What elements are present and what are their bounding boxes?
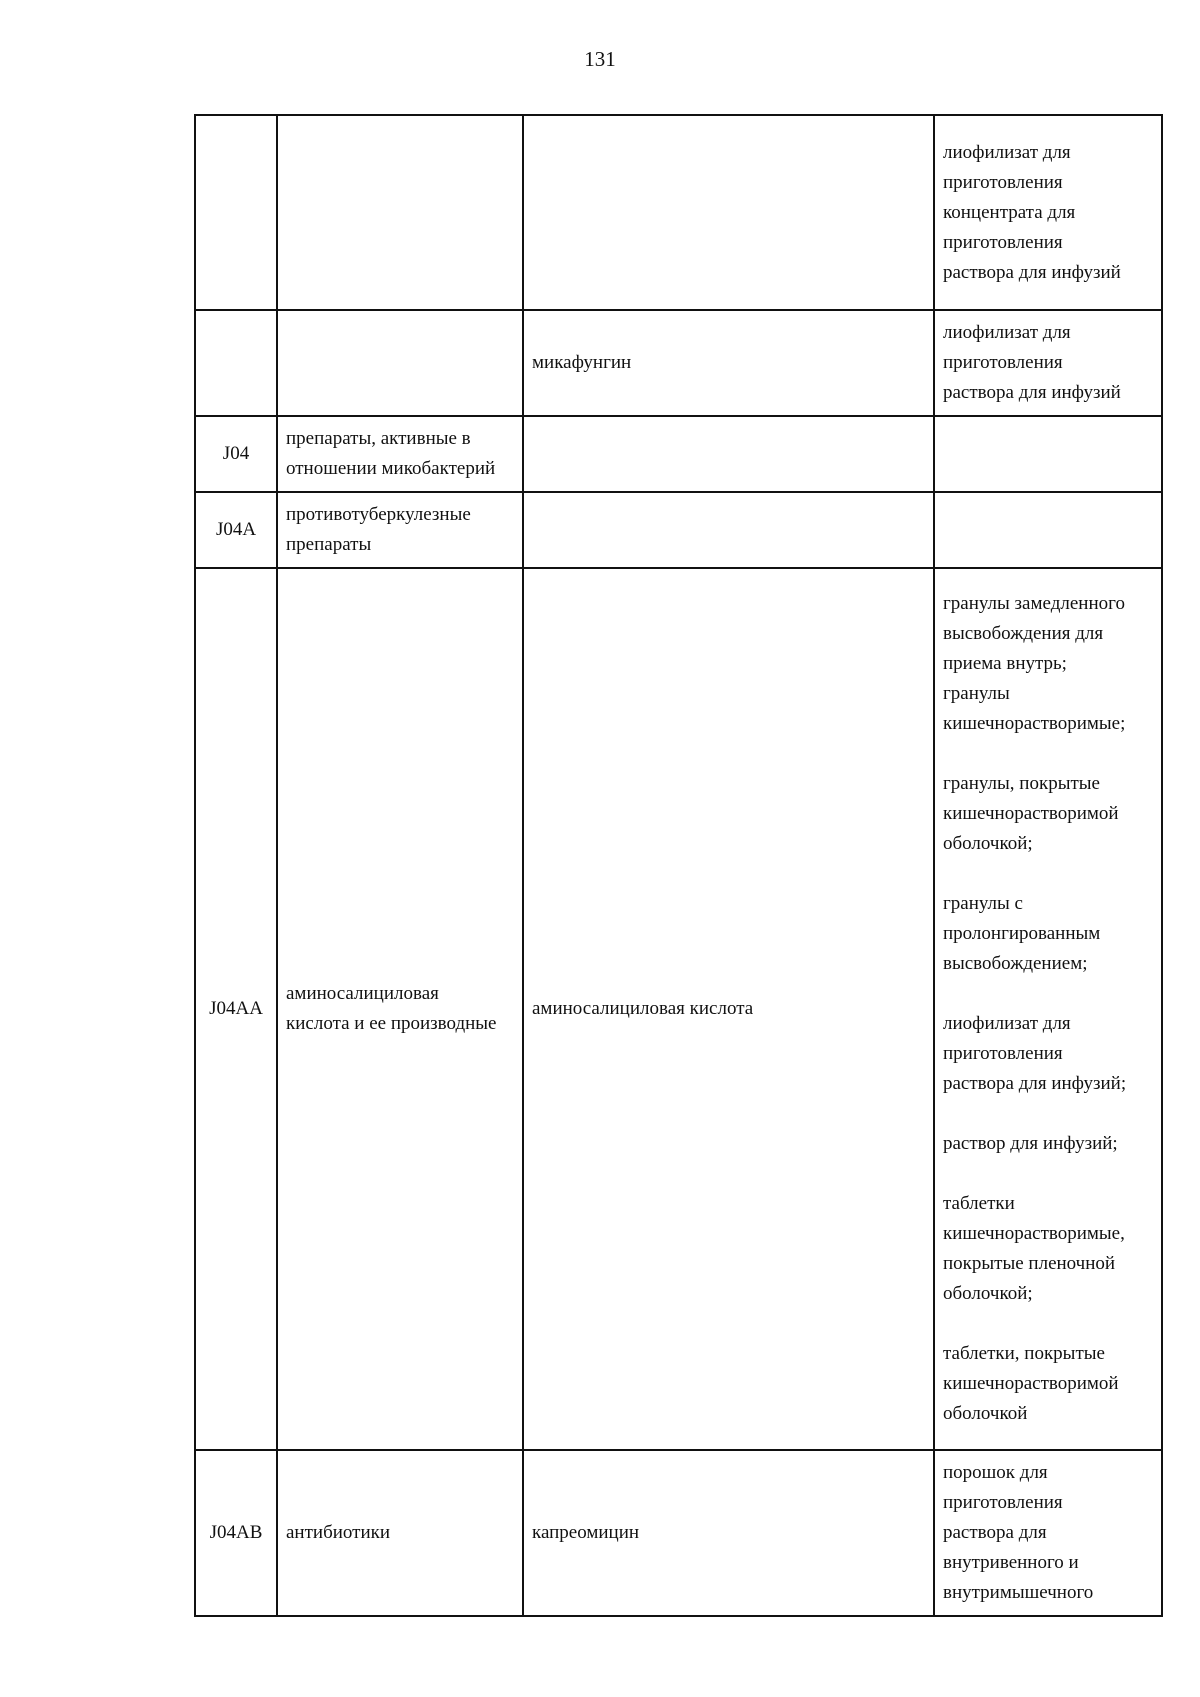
- dosage-form-line: приготовления: [943, 352, 1063, 373]
- dosage-form-line: раствора для инфузий: [943, 261, 1121, 283]
- group-line: кислота и ее производные: [286, 1013, 497, 1034]
- dosage-form-line: приготовления: [943, 1492, 1063, 1513]
- dosage-form-line: приготовления: [943, 231, 1063, 253]
- group-line: отношении микобактерий: [286, 458, 496, 479]
- drug-cell: [523, 416, 934, 492]
- dosage-form-line: приготовления: [943, 1043, 1063, 1064]
- dosage-form-line: концентрата для: [943, 201, 1076, 223]
- dosage-form-line: лиофилизат для: [943, 1013, 1071, 1034]
- drug-cell: аминосалициловая кислота: [523, 568, 934, 1450]
- dosage-form-line: гранулы замедленного: [943, 593, 1125, 614]
- table-row: [195, 492, 1162, 568]
- table-row: [195, 1450, 1162, 1616]
- paragraph-gap: [943, 979, 1153, 1009]
- dosage-form-line: оболочкой;: [943, 833, 1033, 854]
- paragraph-gap: [943, 859, 1153, 889]
- dosage-form-line: кишечнорастворимой: [943, 803, 1119, 824]
- dosage-form-line: гранулы, покрытые: [943, 773, 1100, 794]
- paragraph-gap: [943, 1159, 1153, 1189]
- group-cell: [277, 492, 523, 568]
- atc-code-cell: [195, 115, 277, 310]
- group-cell: [277, 115, 523, 310]
- group-cell: [277, 416, 523, 492]
- drug-cell: микафунгин: [523, 310, 934, 416]
- dosage-form-cell: [934, 1450, 1162, 1616]
- drug-table: [194, 114, 1163, 1617]
- dosage-form-line: лиофилизат для: [943, 322, 1071, 343]
- dosage-form-line: высвобождением;: [943, 953, 1088, 974]
- group-line: препараты: [286, 534, 372, 555]
- dosage-form-line: гранулы с: [943, 893, 1023, 914]
- drug-cell: капреомицин: [523, 1450, 934, 1616]
- dosage-form-line: внутримышечного: [943, 1582, 1094, 1603]
- dosage-form-line: покрытые пленочной: [943, 1253, 1116, 1274]
- group-cell: [277, 310, 523, 416]
- dosage-form-cell: [934, 416, 1162, 492]
- dosage-form-cell: [934, 310, 1162, 416]
- dosage-form-line: кишечнорастворимой: [943, 1373, 1119, 1394]
- drug-cell: [523, 115, 934, 310]
- dosage-form-line: раствор для инфузий;: [943, 1133, 1118, 1154]
- dosage-form-line: приготовления: [943, 171, 1063, 193]
- group-cell: [277, 568, 523, 1450]
- dosage-form-cell: [934, 492, 1162, 568]
- atc-code-cell: J04AB: [195, 1450, 277, 1616]
- dosage-form-line: лиофилизат для: [943, 141, 1071, 163]
- page-number: 131: [584, 47, 616, 71]
- dosage-form-line: раствора для: [943, 1522, 1047, 1543]
- dosage-form-line: пролонгированным: [943, 923, 1101, 944]
- dosage-form-line: таблетки: [943, 1193, 1015, 1214]
- atc-code-cell: J04AA: [195, 568, 277, 1450]
- dosage-form-line: таблетки, покрытые: [943, 1343, 1105, 1364]
- dosage-form-line: гранулы: [943, 683, 1010, 704]
- dosage-form-line: кишечнорастворимые;: [943, 713, 1126, 734]
- dosage-form-line: внутривенного и: [943, 1552, 1079, 1573]
- atc-code-cell: J04: [195, 416, 277, 492]
- table-row: [195, 115, 1162, 310]
- group-line: аминосалициловая: [286, 983, 439, 1004]
- dosage-form-line: кишечнорастворимые,: [943, 1223, 1125, 1244]
- dosage-form-line: порошок для: [943, 1462, 1048, 1483]
- dosage-form-cell: [934, 115, 1162, 310]
- dosage-form-line: раствора для инфузий: [943, 382, 1121, 403]
- table-row: [195, 568, 1162, 1450]
- dosage-form-line: приема внутрь;: [943, 653, 1067, 674]
- paragraph-gap: [943, 1309, 1153, 1339]
- atc-code-cell: J04A: [195, 492, 277, 568]
- paragraph-gap: [943, 1099, 1153, 1129]
- dosage-form-line: высвобождения для: [943, 623, 1104, 644]
- group-cell: антибиотики: [277, 1450, 523, 1616]
- dosage-form-cell: [934, 568, 1162, 1450]
- group-line: противотуберкулезные: [286, 504, 471, 525]
- dosage-form-line: раствора для инфузий;: [943, 1073, 1127, 1094]
- atc-code-cell: [195, 310, 277, 416]
- dosage-form-line: оболочкой: [943, 1403, 1028, 1424]
- table-row: [195, 416, 1162, 492]
- dosage-form-line: оболочкой;: [943, 1283, 1033, 1304]
- table-row: [195, 310, 1162, 416]
- paragraph-gap: [943, 739, 1153, 769]
- group-line: препараты, активные в: [286, 428, 471, 449]
- drug-cell: [523, 492, 934, 568]
